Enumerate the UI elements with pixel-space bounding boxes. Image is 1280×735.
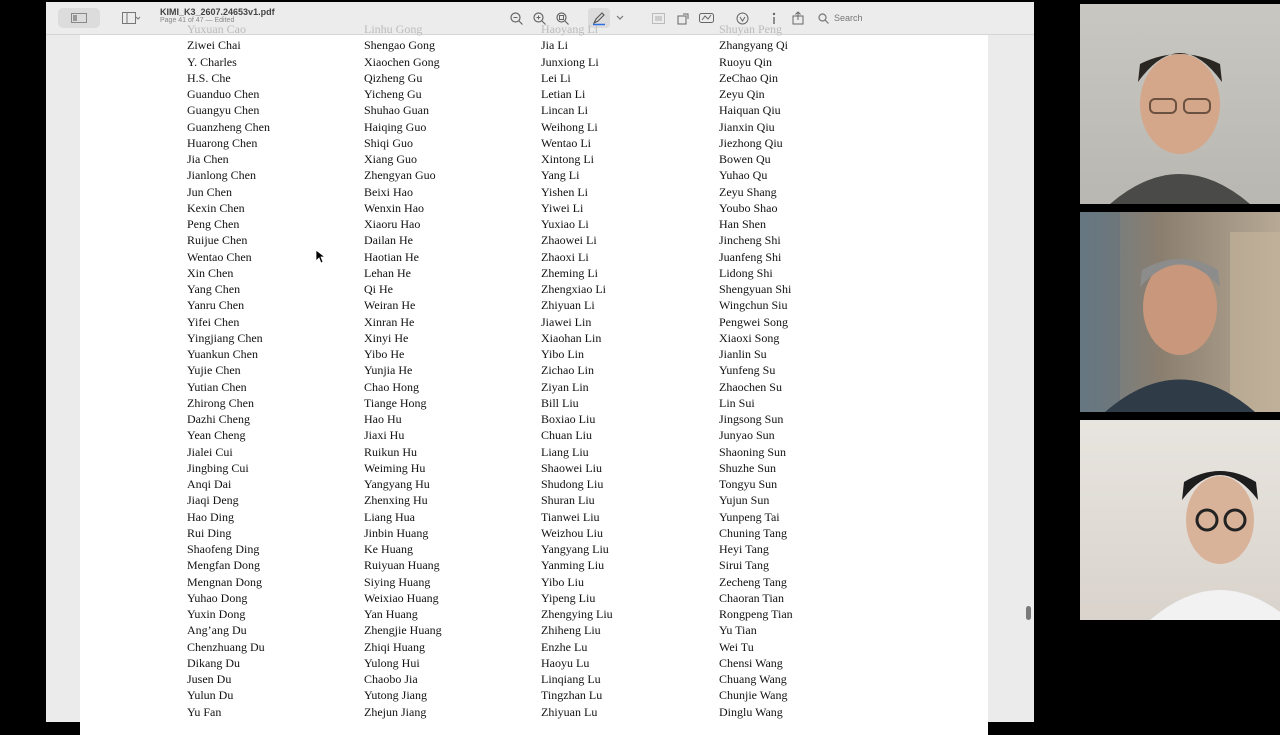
author-name: Guanduo Chen: [187, 87, 260, 101]
author-name: Mengnan Dong: [187, 574, 262, 589]
author-name: Zeyu Shang: [719, 184, 777, 199]
author-name: Beixi Hao: [364, 184, 413, 199]
author-name: Zhenxing Hu: [364, 493, 428, 508]
author-name: Shuyan Peng: [719, 22, 782, 36]
author-name: Enzhe Lu: [541, 639, 588, 654]
participant-avatar: [1080, 420, 1280, 620]
author-name: Wei Tu: [719, 639, 754, 654]
author-name: Xiaoxi Song: [719, 330, 780, 345]
author-name: Chuning Tang: [719, 525, 787, 540]
author-name: Junyao Sun: [719, 428, 775, 443]
author-name: Shengao Gong: [364, 38, 435, 53]
author-name: Xinyi He: [364, 330, 409, 345]
author-name: Chuan Liu: [541, 428, 592, 443]
author-name: Linhu Gong: [364, 22, 423, 36]
author-name: Weizhou Liu: [541, 525, 604, 540]
search-icon: [818, 13, 829, 24]
author-name: Yutian Chen: [187, 379, 247, 394]
author-name: Hao Ding: [187, 509, 234, 524]
author-name: Jia Chen: [187, 152, 229, 166]
author-name: Zhengyan Guo: [364, 168, 436, 183]
author-name: Jincheng Shi: [719, 233, 781, 248]
author-name: Ruikun Hu: [364, 444, 418, 459]
author-name: Weiming Hu: [364, 460, 426, 475]
author-name: Letian Li: [541, 87, 586, 101]
author-name: Yishen Li: [541, 184, 588, 199]
author-name: Hao Hu: [364, 412, 402, 426]
author-name: Shengyuan Shi: [719, 282, 792, 296]
author-name: Xiaohan Lin: [541, 330, 602, 345]
author-name: Weiran He: [364, 298, 416, 313]
participant-avatar: [1080, 4, 1280, 204]
author-name: Zhengying Liu: [541, 607, 613, 621]
author-name: Dikang Du: [187, 655, 240, 670]
author-name: Bill Liu: [541, 395, 579, 410]
author-name: Jusen Du: [187, 672, 232, 686]
author-name: Xiaochen Gong: [364, 54, 440, 69]
author-name: Yujie Chen: [187, 363, 241, 378]
author-name: Ke Huang: [364, 542, 413, 556]
author-name: Yunpeng Tai: [719, 509, 780, 524]
author-name: Shiqi Guo: [364, 135, 414, 150]
author-name: Jianlin Su: [719, 347, 767, 361]
author-name: Zhengxiao Li: [541, 282, 606, 296]
author-name: Yutong Jiang: [364, 688, 427, 703]
author-name: Jun Chen: [187, 184, 232, 199]
chevron-down-icon: [616, 15, 624, 21]
author-name: Boxiao Liu: [541, 412, 596, 426]
author-name: Xiaoru Hao: [364, 217, 421, 231]
file-name: KIMI_K3_2607.24653v1.pdf: [160, 7, 275, 17]
author-name: Yean Cheng: [187, 428, 246, 443]
author-name: Lin Sui: [719, 395, 755, 410]
pdf-page: [80, 22, 988, 735]
author-name: Jingbing Cui: [187, 460, 249, 475]
author-name: Jianlong Chen: [187, 168, 256, 183]
author-name: Yingjiang Chen: [187, 330, 263, 345]
author-name: Wentao Chen: [187, 249, 252, 264]
author-name: Zhengjie Huang: [364, 623, 442, 638]
scrollbar-thumb[interactable]: [1026, 606, 1031, 620]
author-name: Guangyu Chen: [187, 103, 260, 118]
share-button[interactable]: [791, 8, 805, 28]
author-name: Tingzhan Lu: [541, 688, 603, 703]
author-name: Rongpeng Tian: [719, 607, 793, 621]
document-subtitle: Page 41 of 47 — Edited: [160, 17, 235, 24]
author-name: Kexin Chen: [187, 200, 245, 215]
author-name: Pengwei Song: [719, 314, 788, 329]
author-name: Zecheng Tang: [719, 574, 787, 589]
markup-icon: [699, 12, 715, 24]
author-name: Yiwei Li: [541, 200, 584, 215]
author-name: Yanming Liu: [541, 558, 605, 573]
author-name: Huarong Chen: [187, 135, 258, 150]
author-name: Yibo Lin: [541, 347, 585, 361]
author-name: Yuhao Dong: [187, 590, 248, 605]
author-name: Jingsong Sun: [719, 412, 784, 426]
author-name: Yan Huang: [364, 607, 418, 621]
author-name: Yibo Liu: [541, 574, 585, 589]
author-name: Jialei Cui: [187, 444, 233, 459]
share-icon: [792, 11, 804, 25]
author-name: Qi He: [364, 282, 393, 296]
author-name: Chensi Wang: [719, 655, 783, 670]
author-name: Yuxiao Li: [541, 217, 589, 231]
author-name: Yang Li: [541, 168, 580, 183]
view-mode-button[interactable]: [58, 8, 100, 28]
author-name: Yibo He: [364, 347, 405, 361]
author-name: H.S. Che: [187, 70, 231, 85]
search-field[interactable]: [818, 9, 1018, 27]
author-name: Haoyang Li: [541, 22, 598, 36]
author-name: Wentao Li: [541, 135, 592, 150]
author-name: Chaobo Jia: [364, 672, 418, 686]
author-name: Lidong Shi: [719, 265, 773, 280]
author-name: Chuang Wang: [719, 672, 787, 686]
author-name: Yangyang Hu: [364, 477, 430, 491]
sidebar-toggle-button[interactable]: [118, 8, 144, 28]
pdf-viewer-window: [46, 2, 1034, 722]
author-name: Zhiqi Huang: [364, 639, 425, 654]
author-name: Yangyang Liu: [541, 542, 609, 556]
author-name: Linqiang Lu: [541, 672, 601, 686]
author-name: Jia Li: [541, 38, 568, 53]
author-name: Zhaochen Su: [719, 379, 782, 394]
crop-button[interactable]: [650, 8, 666, 28]
author-name: Jianxin Qiu: [719, 119, 775, 134]
author-name: Zichao Lin: [541, 363, 594, 378]
zoom-out-icon: [510, 12, 523, 25]
author-name: Chaoran Tian: [719, 590, 785, 605]
author-name: Yang Chen: [187, 282, 241, 296]
author-name: Wenxin Hao: [364, 200, 425, 215]
author-name: Han Shen: [719, 217, 766, 231]
author-name: ZeChao Qin: [719, 70, 778, 85]
author-name: Jinbin Huang: [364, 525, 429, 540]
author-name: Shaoning Sun: [719, 444, 787, 459]
author-name: Yulong Hui: [364, 655, 420, 670]
author-name: Haotian He: [364, 249, 419, 264]
author-name: Jiezhong Qiu: [719, 135, 783, 150]
author-name: Anqi Dai: [187, 477, 232, 491]
author-name: Zhiheng Liu: [541, 623, 601, 638]
author-name: Yujun Sun: [719, 493, 770, 508]
author-name: Yu Tian: [719, 623, 757, 638]
author-name: Yulun Du: [187, 688, 234, 703]
author-name: Jiawei Lin: [541, 314, 592, 329]
author-name: Juanfeng Shi: [719, 249, 782, 264]
author-name: Siying Huang: [364, 574, 431, 589]
author-name: Dinglu Wang: [719, 704, 783, 719]
video-participant-3: [1080, 420, 1280, 620]
author-name: Ziwei Chai: [187, 38, 241, 53]
author-name: Bowen Qu: [719, 152, 771, 166]
author-name: Jiaqi Deng: [187, 493, 239, 508]
author-name: Ruijue Chen: [187, 233, 248, 248]
author-name: Yicheng Gu: [364, 87, 422, 101]
author-name: Lei Li: [541, 70, 571, 85]
author-name: Zhejun Jiang: [364, 704, 427, 719]
author-name: Shaowei Liu: [541, 460, 602, 475]
author-name: Mengfan Dong: [187, 558, 260, 573]
author-name: Weixiao Huang: [364, 590, 439, 605]
author-name: Weihong Li: [541, 119, 598, 134]
author-name: Haoyu Lu: [541, 655, 590, 670]
author-name: Yuxuan Cao: [187, 22, 246, 36]
author-name: Shuran Liu: [541, 493, 595, 508]
author-name: Yuxin Dong: [187, 607, 246, 621]
author-name: Yunfeng Su: [719, 363, 776, 378]
video-participant-2: [1080, 212, 1280, 412]
author-name: Xiang Guo: [364, 152, 417, 166]
author-name: Lincan Li: [541, 103, 588, 118]
author-name: Liang Hua: [364, 509, 415, 524]
author-name: Xinran He: [364, 314, 415, 329]
author-column-1: [187, 21, 270, 720]
crop-icon: [652, 13, 665, 24]
rotate-button[interactable]: [675, 8, 691, 28]
author-name: Yuankun Chen: [187, 347, 258, 361]
author-name: Guanzheng Chen: [187, 119, 270, 134]
zoom-out-button[interactable]: [508, 8, 524, 28]
author-name: Yu Fan: [187, 704, 222, 719]
author-name: Haiquan Qiu: [719, 103, 781, 118]
author-name: Zhiyuan Li: [541, 298, 595, 313]
search-placeholder: Search: [834, 13, 863, 23]
author-name: Yanru Chen: [187, 298, 245, 313]
author-name: Lehan He: [364, 265, 411, 280]
author-name: Tiange Hong: [364, 395, 427, 410]
participant-avatar: [1080, 212, 1280, 412]
view-mode-icon: [71, 13, 87, 23]
author-column-4: [719, 21, 793, 720]
author-name: Shaofeng Ding: [187, 542, 260, 556]
author-name: Y. Charles: [187, 54, 237, 69]
author-name: Yuhao Qu: [719, 168, 768, 183]
author-name: Chenzhuang Du: [187, 639, 265, 654]
author-name: Yifei Chen: [187, 314, 240, 329]
author-name: Tianwei Liu: [541, 509, 600, 524]
author-name: Rui Ding: [187, 525, 232, 540]
author-name: Ruiyuan Huang: [364, 558, 440, 573]
author-name: Heyi Tang: [719, 542, 769, 556]
author-name: Sirui Tang: [719, 558, 769, 573]
author-name: Zheming Li: [541, 265, 598, 280]
author-name: Yipeng Liu: [541, 590, 596, 605]
author-name: Zhaowei Li: [541, 233, 597, 248]
author-name: Shuzhe Sun: [719, 460, 776, 475]
author-name: Dazhi Cheng: [187, 412, 250, 426]
author-name: Shuhao Guan: [364, 103, 429, 118]
author-name: Wingchun Siu: [719, 298, 788, 313]
author-name: Zeyu Qin: [719, 87, 765, 101]
rotate-icon: [677, 12, 690, 25]
author-name: Youbo Shao: [719, 200, 778, 215]
author-name: Xintong Li: [541, 152, 594, 166]
author-name: Dailan He: [364, 233, 413, 248]
highlight-menu-button[interactable]: [614, 8, 626, 28]
author-name: Junxiong Li: [541, 54, 599, 69]
author-name: Tongyu Sun: [719, 477, 778, 491]
author-name: Zhangyang Qi: [719, 38, 788, 53]
author-name: Zhirong Chen: [187, 395, 254, 410]
sidebar-icon: [122, 12, 140, 24]
author-name: Qizheng Gu: [364, 70, 423, 85]
author-column-3: [541, 21, 613, 720]
author-name: Shudong Liu: [541, 477, 604, 491]
author-name: Ang’ang Du: [187, 623, 247, 638]
author-name: Zhiyuan Lu: [541, 704, 598, 719]
author-column-2: [364, 21, 442, 720]
author-name: Chao Hong: [364, 379, 419, 394]
author-name: Yunjia He: [364, 363, 413, 378]
mouse-cursor-icon: [316, 250, 326, 264]
author-name: Zhaoxi Li: [541, 249, 589, 264]
author-name: Xin Chen: [187, 265, 234, 280]
video-participant-1: [1080, 4, 1280, 204]
author-name: Ruoyu Qin: [719, 54, 773, 69]
author-name: Liang Liu: [541, 444, 589, 459]
author-name: Haiqing Guo: [364, 119, 427, 134]
markup-button[interactable]: [698, 8, 716, 28]
author-name: Ziyan Lin: [541, 379, 589, 394]
author-name: Chunjie Wang: [719, 688, 788, 703]
author-name: Jiaxi Hu: [364, 428, 405, 443]
author-name: Peng Chen: [187, 217, 240, 231]
